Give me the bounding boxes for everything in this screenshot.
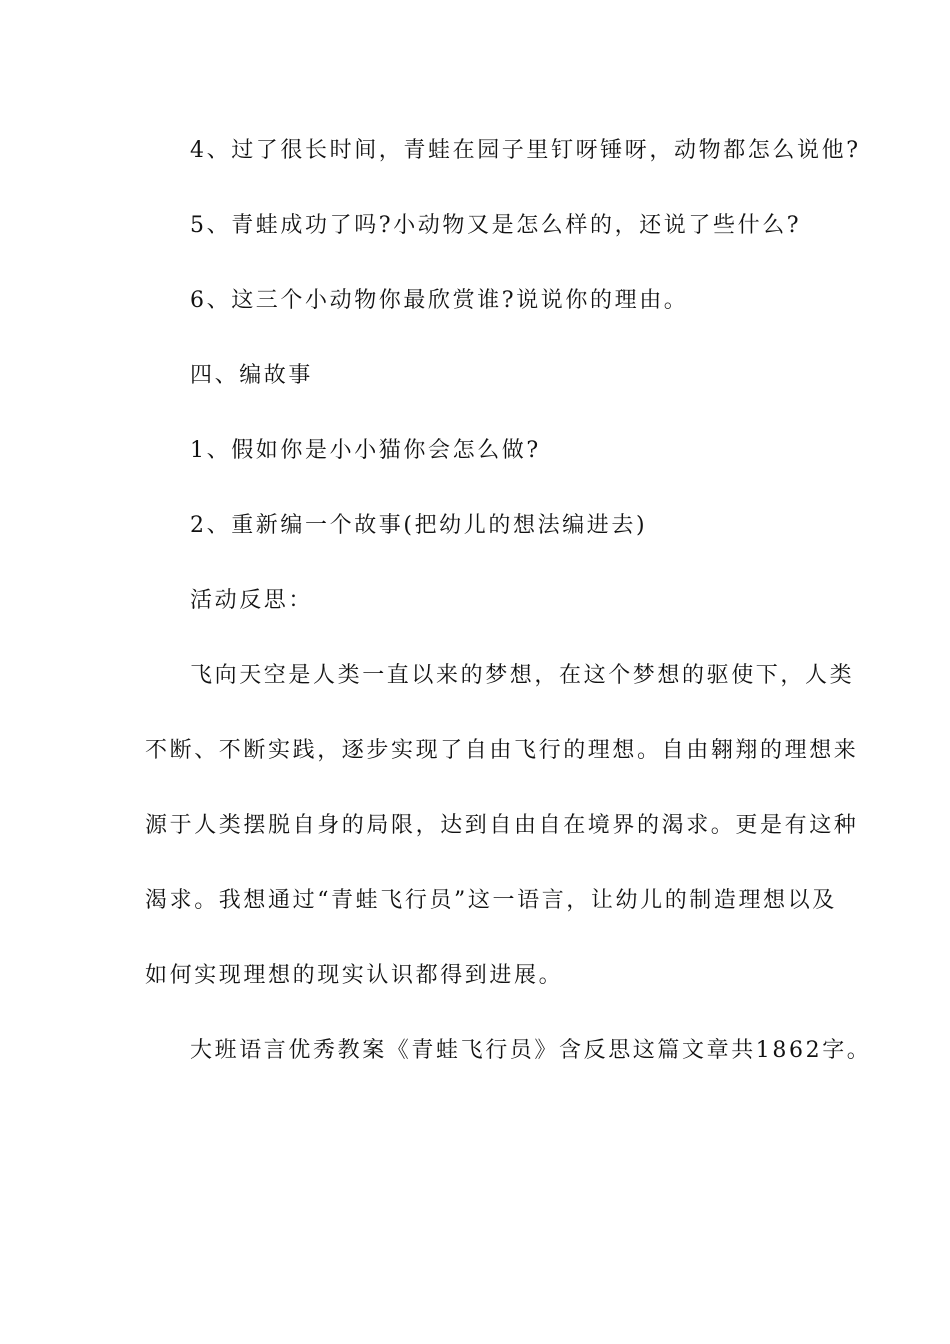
section-heading-4: 四、编故事 xyxy=(190,363,314,388)
reflection-paragraph-line-4: 渴求。我想通过“青蛙飞行员”这一语言，让幼儿的制造理想以及 xyxy=(145,888,837,913)
story-item-1: 1、假如你是小小猫你会怎么做? xyxy=(190,438,541,463)
article-summary: 大班语言优秀教案《青蛙飞行员》含反思这篇文章共1862字。 xyxy=(190,1038,872,1063)
question-6: 6、这三个小动物你最欣赏谁?说说你的理由。 xyxy=(190,288,689,313)
reflection-heading: 活动反思： xyxy=(190,588,314,613)
reflection-paragraph-line-1: 飞向天空是人类一直以来的梦想，在这个梦想的驱使下，人类 xyxy=(190,663,855,688)
reflection-paragraph-line-2: 不断、不断实践，逐步实现了自由飞行的理想。自由翱翔的理想来 xyxy=(145,738,859,763)
question-4: 4、过了很长时间，青蛙在园子里钉呀锤呀，动物都怎么说他? xyxy=(190,138,861,163)
reflection-paragraph-line-3: 源于人类摆脱自身的局限，达到自由自在境界的渴求。更是有这种 xyxy=(145,813,859,838)
story-item-2: 2、重新编一个故事(把幼儿的想法编进去) xyxy=(190,513,648,538)
question-5: 5、青蛙成功了吗?小动物又是怎么样的，还说了些什么? xyxy=(190,213,802,238)
reflection-paragraph-line-5: 如何实现理想的现实认识都得到进展。 xyxy=(145,963,564,988)
